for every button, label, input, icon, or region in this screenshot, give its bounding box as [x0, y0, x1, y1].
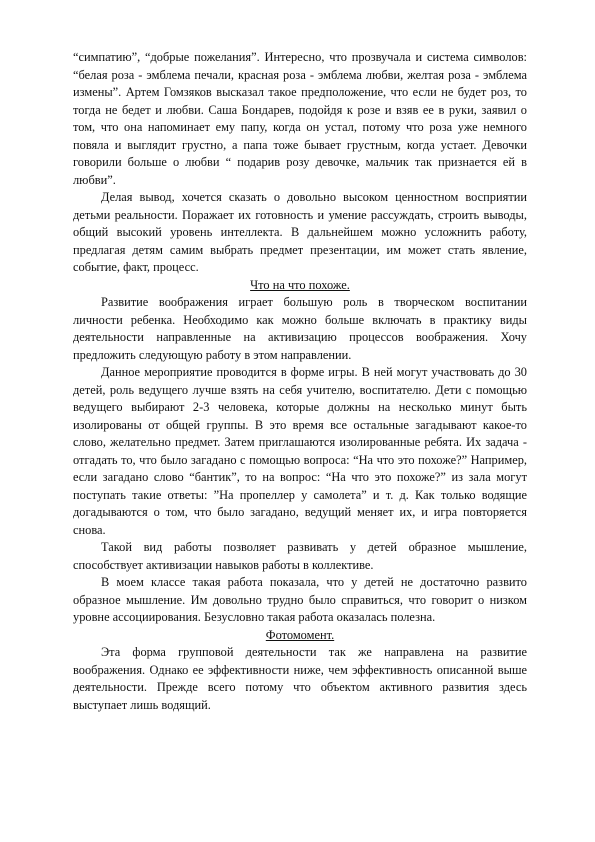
section-heading-photomoment: Фотомомент.	[265, 627, 335, 642]
body-paragraph: Развитие воображения играет большую роль в творческом воспитании личности ребенка. Необходимо как можно больше включать в практику виды деятельности направленные на активизацию процессов воображения. Хочу предложить следующую работу в этом направлении.	[73, 295, 527, 362]
body-paragraph: Делая вывод, хочется сказать о довольно высоком ценностном восприятии детьми реальности. Поражает их готовность и умение рассуждать, строить выводы, общий высокий уровень интеллекта. В дальнейшем можно усложнить работу, предлагая детям самим выбрать предмет презентации, им может стать явление, событие, факт, процесс.	[73, 190, 527, 274]
body-paragraph: Такой вид работы позволяет развивать у детей образное мышление, способствует активизации навыков работы в коллективе.	[73, 540, 527, 572]
section-heading-similarity: Что на что похоже.	[250, 277, 350, 292]
body-paragraph: Данное мероприятие проводится в форме игры. В ней могут участвовать до 30 детей, роль ведущего лучше взять на себя учителю, воспитателю. Дети с помощью ведущего выбирают 2-3 человека, которые должны на несколько минут быть изолированы от общей группы. В это время все остальные загадывают какое-то слово, желательно предмет. Затем приглашаются изолированные ребята. Их задача - отгадать то, что было загадано с помощью вопроса: “На что это похоже?” Например, если загадано слово “бантик”, то на вопрос: “На что это похоже?” из зала могут поступать такие ответы: ”На пропеллер у самолета” и т. д. Как только водящие догадываются о том, что было загадано, ведущий меняет их, и игра повторяется снова.	[73, 365, 527, 537]
body-paragraph: “симпатию”, “добрые пожелания”. Интересно, что прозвучала и система символов: “белая роза - эмблема печали, красная роза - эмблема любви, желтая роза - эмблема измены”. Артем Гомзяков высказал такое предположение, что если не будет роз, то тогда не бедет и любви. Саша Бондарев, подойдя к розе и взяв ее в руки, заявил о том, что она напоминает ему папу, когда он устал, потому что роза уже немного повяла и выглядит грустно, а папа тоже бывает грустным, когда устает. Девочки говорили больше о любви “ подарив розу девочке, мальчик так признается ей в любви”.	[73, 50, 527, 187]
body-paragraph: Эта форма групповой деятельности так же направлена на развитие воображения. Однако ее эффективности ниже, чем эффективность описанной выше деятельности. Прежде всего потому что объектом активного развития здесь выступает лишь водящий.	[73, 645, 527, 712]
body-paragraph: В моем классе такая работа показала, что у детей не достаточно развито образное мышление. Им довольно трудно было справиться, что говорит о низком уровне ассоциирования. Безусловно такая работа оказалась полезна.	[73, 575, 527, 624]
document-body	[73, 49, 527, 714]
